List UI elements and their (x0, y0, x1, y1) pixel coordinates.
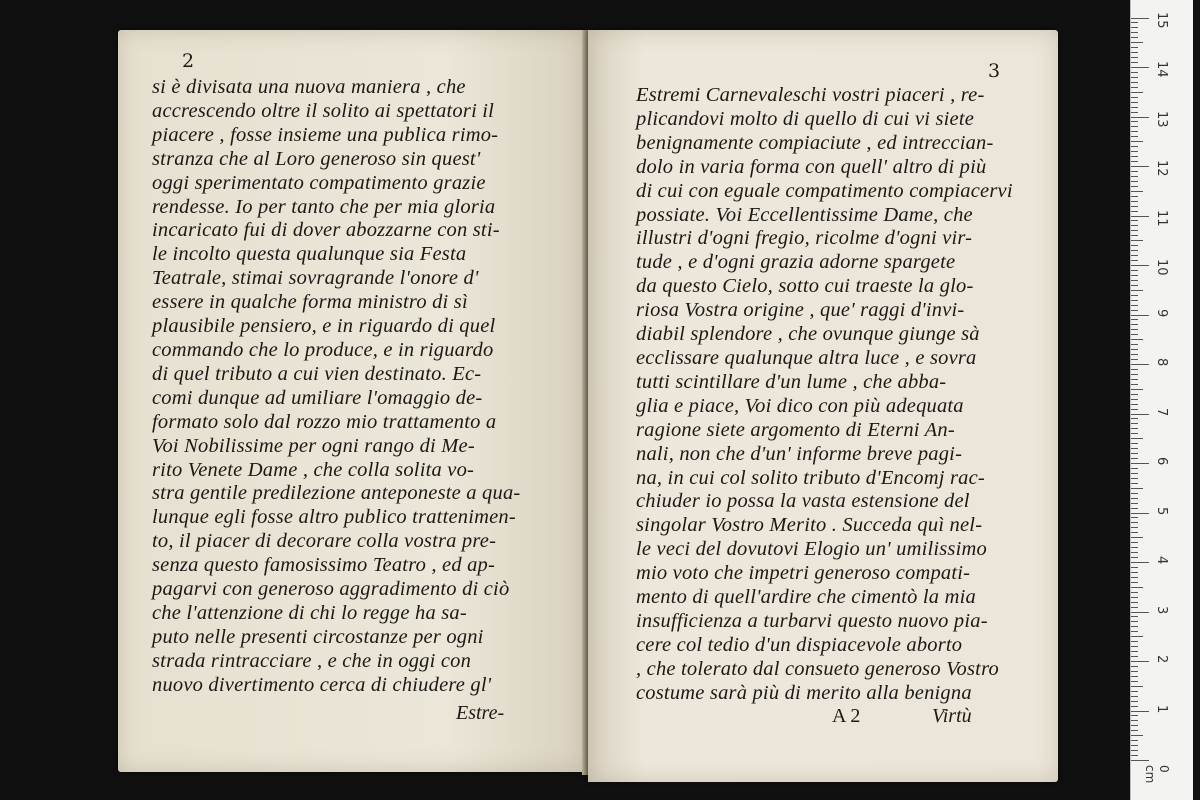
text-line: plausibile pensiero, e in riguardo di quel (152, 315, 496, 338)
ruler-tick (1131, 636, 1143, 637)
ruler-tick (1131, 493, 1138, 494)
ruler-label: 4 (1154, 556, 1169, 565)
ruler-tick (1131, 616, 1138, 617)
ruler-tick (1131, 255, 1138, 256)
ruler-tick (1131, 191, 1143, 192)
ruler-tick (1131, 270, 1138, 271)
ruler-tick (1131, 97, 1138, 98)
ruler-tick (1131, 181, 1138, 182)
text-line: tude , e d'ogni grazia adorne spargete (636, 251, 956, 274)
ruler-tick (1131, 735, 1143, 736)
text-line: le incolto questa qualunque sia Festa (152, 243, 467, 266)
ruler-tick (1131, 478, 1138, 479)
ruler-tick (1131, 423, 1138, 424)
ruler-label: 15 (1154, 11, 1169, 29)
ruler-tick (1131, 344, 1138, 345)
ruler-tick (1131, 587, 1143, 588)
text-line: singolar Vostro Merito . Succeda quì nel- (636, 514, 983, 537)
ruler-tick (1131, 62, 1138, 63)
ruler-tick (1131, 473, 1138, 474)
ruler-tick (1131, 275, 1138, 276)
ruler-tick (1131, 513, 1149, 514)
text-line: pagarvi con generoso aggradimento di ciò (152, 578, 510, 601)
ruler-tick (1131, 206, 1138, 207)
text-line: tutti scintillare d'un lume , che abba- (636, 370, 947, 393)
text-line: oggi sperimentato compatimento grazie (152, 171, 486, 194)
text-line: lunque egli fosse altro publico trattenimen- (152, 506, 516, 529)
ruler-tick (1131, 389, 1143, 390)
ruler-tick (1131, 161, 1138, 162)
text-line: stra gentile predilezione anteponeste a qua- (152, 482, 521, 505)
ruler-tick (1131, 171, 1138, 172)
ruler-tick (1131, 112, 1138, 113)
text-line: riosa Vostra origine , que' raggi d'invi- (636, 299, 965, 322)
ruler-tick (1131, 745, 1138, 746)
signature-mark: A 2 (832, 705, 861, 727)
ruler-tick (1131, 300, 1138, 301)
ruler-tick (1131, 552, 1138, 553)
text-line: glia e piace, Voi dico con più adequata (636, 394, 964, 417)
ruler-tick (1131, 666, 1138, 667)
ruler-tick (1131, 102, 1138, 103)
ruler-tick (1131, 404, 1138, 405)
ruler-tick (1131, 186, 1138, 187)
text-line: plicandovi molto di quello di cui vi siete (636, 107, 975, 130)
ruler-tick (1131, 216, 1149, 217)
ruler-tick (1131, 433, 1138, 434)
text-line: mio voto che impetri generoso compati- (636, 562, 971, 585)
ruler-tick (1131, 750, 1138, 751)
ruler-tick (1131, 379, 1138, 380)
ruler-tick (1131, 72, 1138, 73)
text-line: illustri d'ogni fregio, ricolme d'ogni vir- (636, 227, 973, 250)
text-line: to, il piacer di decorare colla vostra pre- (152, 530, 497, 553)
ruler-label: 3 (1154, 605, 1169, 614)
ruler-tick (1131, 176, 1138, 177)
ruler-tick (1131, 438, 1143, 439)
text-line: stranza che al Loro generoso sin quest' (152, 147, 481, 170)
ruler-tick (1131, 52, 1138, 53)
text-line: mento di quell'ardire che cimentò la mia (636, 586, 976, 609)
ruler-tick (1131, 92, 1143, 93)
ruler-tick (1131, 196, 1138, 197)
ruler-tick (1131, 22, 1138, 23)
text-line: piacere , fosse insieme una publica rimo- (152, 123, 499, 146)
ruler-tick (1131, 686, 1143, 687)
ruler-label: 13 (1154, 110, 1169, 128)
ruler-tick (1131, 285, 1138, 286)
ruler-tick (1131, 671, 1138, 672)
text-line: da questo Cielo, sotto cui traeste la glo- (636, 275, 974, 298)
ruler-tick (1131, 121, 1138, 122)
ruler-tick (1131, 755, 1138, 756)
ruler-tick (1131, 166, 1149, 167)
text-line: na, in cui col solito tributo d'Encomj rac- (636, 466, 985, 489)
ruler-tick (1131, 453, 1138, 454)
ruler-tick (1131, 146, 1138, 147)
ruler-tick (1131, 567, 1138, 568)
ruler-tick (1131, 82, 1138, 83)
ruler-tick (1131, 141, 1143, 142)
ruler-tick (1131, 77, 1138, 78)
right-page (588, 30, 1058, 782)
left-page (118, 30, 586, 772)
ruler-tick (1131, 225, 1138, 226)
ruler-tick (1131, 156, 1138, 157)
ruler-label: 14 (1154, 61, 1169, 78)
ruler-label: 7 (1154, 407, 1169, 416)
ruler-tick (1131, 448, 1138, 449)
ruler-tick (1131, 67, 1149, 68)
page-number: 3 (988, 60, 1001, 82)
catchword: Virtù (932, 705, 972, 727)
measuring-ruler (1130, 0, 1193, 800)
ruler-tick (1131, 715, 1138, 716)
ruler-tick (1131, 230, 1138, 231)
ruler-tick (1131, 572, 1138, 573)
ruler-tick (1131, 532, 1138, 533)
ruler-tick (1131, 517, 1138, 518)
ruler-tick (1131, 701, 1138, 702)
ruler-tick (1131, 47, 1138, 48)
ruler-tick (1131, 720, 1138, 721)
ruler-label: 12 (1154, 160, 1169, 177)
ruler-tick (1131, 760, 1149, 761)
text-line: comi dunque ad umiliare l'omaggio de- (152, 386, 483, 409)
ruler-tick (1131, 87, 1138, 88)
ruler-tick (1131, 329, 1138, 330)
ruler-tick (1131, 37, 1138, 38)
ruler-tick (1131, 201, 1138, 202)
text-line: benignamente compiaciute , ed intreccian- (636, 131, 994, 154)
ruler-tick (1131, 250, 1138, 251)
text-line: nali, non che d'un' informe breve pagi- (636, 442, 963, 465)
text-line: essere in qualche forma ministro di sì (152, 291, 468, 314)
ruler-tick (1131, 211, 1138, 212)
ruler-tick (1131, 260, 1138, 261)
ruler-tick (1131, 621, 1138, 622)
ruler-tick (1131, 542, 1138, 543)
ruler-tick (1131, 240, 1143, 241)
text-line: commando che lo produce, e in riguardo (152, 338, 494, 361)
catchword: Estre- (456, 702, 505, 724)
ruler-tick (1131, 527, 1138, 528)
ruler-tick (1131, 220, 1138, 221)
text-line: costume sarà più di merito alla benigna (636, 681, 972, 704)
ruler-tick (1131, 691, 1138, 692)
text-line: nuovo divertimento cerca di chiudere gl' (152, 673, 492, 696)
ruler-tick (1131, 626, 1138, 627)
ruler-tick (1131, 428, 1138, 429)
text-block (152, 76, 568, 698)
ruler-tick (1131, 468, 1138, 469)
ruler-label: 2 (1154, 655, 1169, 664)
ruler-tick (1131, 730, 1138, 731)
text-line: , che tolerato dal consueto generoso Vostro (636, 657, 999, 680)
ruler-tick (1131, 414, 1149, 415)
ruler-tick (1131, 547, 1138, 548)
text-line: formato solo dal rozzo mio trattamento a (152, 410, 497, 433)
text-line: si è divisata una nuova maniera , che (152, 76, 466, 98)
ruler-tick (1131, 310, 1138, 311)
text-line: possiate. Voi Eccellentissime Dame, che (636, 203, 973, 226)
ruler-tick (1131, 522, 1138, 523)
text-line: rendesse. Io per tanto che per mia gloria (152, 195, 496, 218)
ruler-tick (1131, 315, 1149, 316)
ruler-tick (1131, 334, 1138, 335)
ruler-tick (1131, 290, 1143, 291)
ruler-label: 6 (1154, 457, 1169, 466)
ruler-tick (1131, 641, 1138, 642)
ruler-tick (1131, 245, 1138, 246)
ruler-tick (1131, 661, 1149, 662)
ruler-tick (1131, 107, 1138, 108)
ruler-tick (1131, 458, 1138, 459)
ruler-tick (1131, 612, 1149, 613)
ruler-unit-label: 0 cm (1143, 765, 1171, 784)
ruler-tick (1131, 582, 1138, 583)
text-line: incaricato fui di dover abozzarne con sti- (152, 219, 500, 242)
ruler-tick (1131, 235, 1138, 236)
ruler-tick (1131, 324, 1138, 325)
ruler-tick (1131, 602, 1138, 603)
ruler-tick (1131, 399, 1138, 400)
ruler-tick (1131, 503, 1138, 504)
text-line: strada rintracciare , e che in oggi con (152, 649, 472, 672)
ruler-tick (1131, 42, 1143, 43)
text-line: diabil splendore , che ovunque giunge sà (636, 323, 980, 346)
text-line: che l'attenzione di chi lo regge ha sa- (152, 601, 467, 624)
ruler-label: 8 (1154, 358, 1169, 367)
text-line: le veci del dovutovi Elogio un' umilissimo (636, 538, 987, 561)
ruler-tick (1131, 18, 1149, 19)
ruler-tick (1131, 409, 1138, 410)
text-line: ecclissare qualunque altra luce , e sovra (636, 346, 977, 369)
ruler-tick (1131, 136, 1138, 137)
ruler-tick (1131, 725, 1138, 726)
ruler-label: 10 (1154, 259, 1169, 276)
ruler-tick (1131, 508, 1138, 509)
text-block (636, 84, 1046, 706)
ruler-tick (1131, 27, 1138, 28)
page-number: 2 (182, 50, 195, 72)
ruler-tick (1131, 384, 1138, 385)
ruler-tick (1131, 280, 1138, 281)
ruler-tick (1131, 57, 1138, 58)
ruler-tick (1131, 488, 1143, 489)
ruler-tick (1131, 711, 1149, 712)
ruler-tick (1131, 359, 1138, 360)
ruler-tick (1131, 498, 1138, 499)
ruler-label: 1 (1154, 704, 1169, 713)
text-line: rito Venete Dame , che colla solita vo- (152, 458, 475, 481)
text-line: puto nelle presenti circostanze per ogni (152, 625, 484, 648)
ruler-tick (1131, 151, 1138, 152)
ruler-tick (1131, 305, 1138, 306)
ruler-tick (1131, 364, 1149, 365)
ruler-tick (1131, 651, 1138, 652)
ruler-tick (1131, 265, 1149, 266)
ruler-tick (1131, 319, 1138, 320)
ruler-tick (1131, 418, 1138, 419)
ruler-tick (1131, 483, 1138, 484)
ruler-label: 9 (1154, 308, 1169, 317)
ruler-tick (1131, 646, 1138, 647)
ruler-tick (1131, 607, 1138, 608)
ruler-tick (1131, 592, 1138, 593)
ruler-tick (1131, 369, 1138, 370)
ruler-tick (1131, 443, 1138, 444)
ruler-tick (1131, 374, 1138, 375)
text-line: Teatrale, stimai sovragrande l'onore d' (152, 267, 479, 290)
ruler-tick (1131, 577, 1138, 578)
ruler-tick (1131, 354, 1138, 355)
ruler-tick (1131, 706, 1138, 707)
ruler-tick (1131, 394, 1138, 395)
ruler-tick (1131, 696, 1138, 697)
ruler-tick (1131, 126, 1138, 127)
ruler-tick (1131, 349, 1138, 350)
ruler-tick (1131, 597, 1138, 598)
text-line: accrescendo oltre il solito ai spettatori il (152, 99, 495, 122)
text-line: cere col tedio d'un dispiacevole aborto (636, 633, 963, 656)
ruler-tick (1131, 740, 1138, 741)
text-line: ragione siete argomento di Eterni An- (636, 418, 955, 441)
ruler-tick (1131, 562, 1149, 563)
ruler-tick (1131, 32, 1138, 33)
ruler-tick (1131, 117, 1149, 118)
text-line: dolo in varia forma con quell' altro di più (636, 155, 987, 178)
text-line: di quel tributo a cui vien destinato. Ec- (152, 362, 482, 385)
ruler-tick (1131, 557, 1138, 558)
ruler-tick (1131, 676, 1138, 677)
text-line: di cui con eguale compatimento compiacervi (636, 179, 1013, 202)
text-line: Estremi Carnevaleschi vostri piaceri , re- (636, 84, 985, 106)
ruler-tick (1131, 537, 1143, 538)
ruler-tick (1131, 295, 1138, 296)
text-line: insufficienza a turbarvi questo nuovo pia- (636, 609, 988, 632)
ruler-label: 11 (1154, 209, 1169, 227)
text-line: Voi Nobilissime per ogni rango di Me- (152, 434, 475, 457)
ruler-label: 5 (1154, 506, 1169, 515)
ruler-tick (1131, 131, 1138, 132)
ruler-tick (1131, 656, 1138, 657)
ruler-tick (1131, 339, 1143, 340)
text-line: senza questo famosissimo Teatro , ed ap- (152, 554, 496, 577)
text-line: chiuder io possa la vasta estensione del (636, 490, 970, 513)
ruler-tick (1131, 681, 1138, 682)
ruler-tick (1131, 631, 1138, 632)
ruler-tick (1131, 463, 1149, 464)
